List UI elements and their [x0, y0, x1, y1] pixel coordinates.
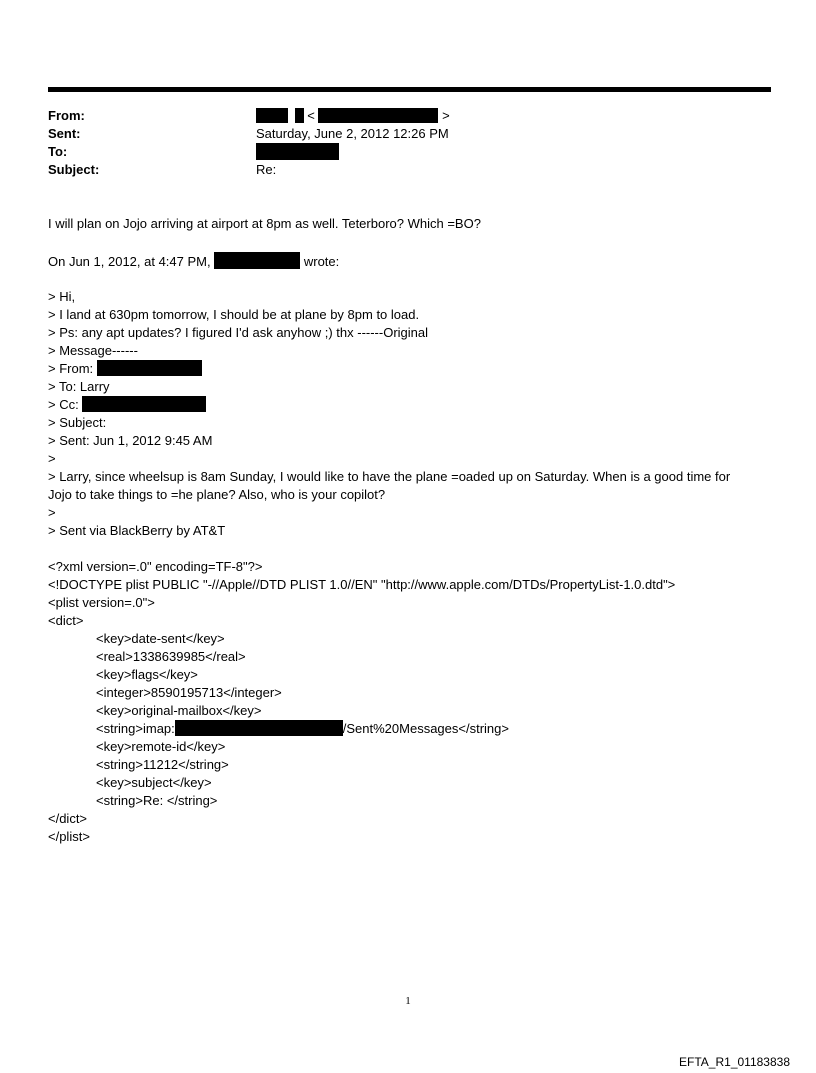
xml-line: <key>original-mailbox</key>	[96, 703, 262, 718]
xml-plist-open: <plist version=.0">	[48, 595, 155, 610]
xml-line: <key>date-sent</key>	[96, 631, 225, 646]
from-label: From:	[48, 108, 85, 123]
quoted-line: > Sent via BlackBerry by AT&T	[48, 523, 226, 538]
quoted-line: Jojo to take things to =he plane? Also, who is your copilot?	[48, 487, 386, 502]
xml-dict-close: </dict>	[48, 811, 88, 826]
wrote-prefix: On Jun 1, 2012, at 4:47 PM,	[48, 254, 211, 269]
redaction-block	[82, 396, 206, 412]
wrote-suffix: wrote:	[303, 254, 340, 269]
redaction-block	[175, 720, 343, 736]
xml-line: <key>subject</key>	[96, 775, 212, 790]
quoted-cc-label: > Cc:	[48, 397, 79, 412]
quoted-line: > Hi,	[48, 289, 76, 304]
quoted-from-label: > From:	[48, 361, 94, 376]
subject-label: Subject:	[48, 162, 100, 177]
redaction-block	[256, 143, 339, 160]
xml-mailbox-line	[96, 720, 509, 738]
from-gt: >	[442, 108, 450, 123]
top-rule	[48, 87, 771, 92]
to-value	[256, 143, 339, 162]
xml-doctype: <!DOCTYPE plist PUBLIC "-//Apple//DTD PLIST 1.0//EN" "http://www.apple.com/DTDs/PropertyList-1.0.dtd">	[48, 577, 676, 592]
xml-declaration: <?xml version=.0" encoding=TF-8"?>	[48, 559, 263, 574]
redaction-block	[318, 108, 438, 123]
xml-mailbox-suffix: /Sent%20Messages</string>	[342, 721, 509, 736]
xml-line: <string>11212</string>	[96, 757, 229, 772]
redaction-block	[256, 108, 288, 123]
redaction-block	[97, 360, 202, 376]
quoted-line: >	[48, 505, 56, 520]
reply-text: I will plan on Jojo arriving at airport at 8pm as well. Teterboro? Which =BO?	[48, 216, 481, 231]
quoted-to-line: > To: Larry	[48, 379, 110, 394]
document-id: EFTA_R1_01183838	[679, 1055, 790, 1069]
from-lt: <	[307, 108, 315, 123]
page-number: 1	[405, 995, 411, 1007]
quoted-line: >	[48, 451, 56, 466]
quoted-line: > I land at 630pm tomorrow, I should be at plane by 8pm to load.	[48, 307, 420, 322]
xml-line: <key>flags</key>	[96, 667, 198, 682]
sent-label: Sent:	[48, 126, 81, 141]
xml-mailbox-prefix: <string>imap:	[96, 721, 175, 736]
quoted-sent-line: > Sent: Jun 1, 2012 9:45 AM	[48, 433, 213, 448]
wrote-line	[48, 252, 339, 271]
quoted-cc-line	[48, 396, 206, 414]
quoted-line: > Larry, since wheelsup is 8am Sunday, I would like to have the plane =oaded up on Saturday. When is a good time for	[48, 469, 731, 484]
redaction-block	[295, 108, 304, 123]
xml-line: <real>1338639985</real>	[96, 649, 246, 664]
redaction-block	[214, 252, 300, 269]
to-label: To:	[48, 144, 68, 159]
quoted-line: > Ps: any apt updates? I figured I'd ask anyhow ;) thx ------Original	[48, 325, 429, 340]
xml-line: <key>remote-id</key>	[96, 739, 226, 754]
from-value	[256, 107, 450, 125]
xml-dict-open: <dict>	[48, 613, 84, 628]
xml-line: <integer>8590195713</integer>	[96, 685, 282, 700]
quoted-subject-line: > Subject:	[48, 415, 107, 430]
xml-line: <string>Re: </string>	[96, 793, 218, 808]
quoted-from-line	[48, 360, 202, 378]
xml-plist-close: </plist>	[48, 829, 90, 844]
sent-value: Saturday, June 2, 2012 12:26 PM	[256, 126, 449, 141]
quoted-line: > Message------	[48, 343, 138, 358]
subject-value: Re:	[256, 162, 277, 177]
